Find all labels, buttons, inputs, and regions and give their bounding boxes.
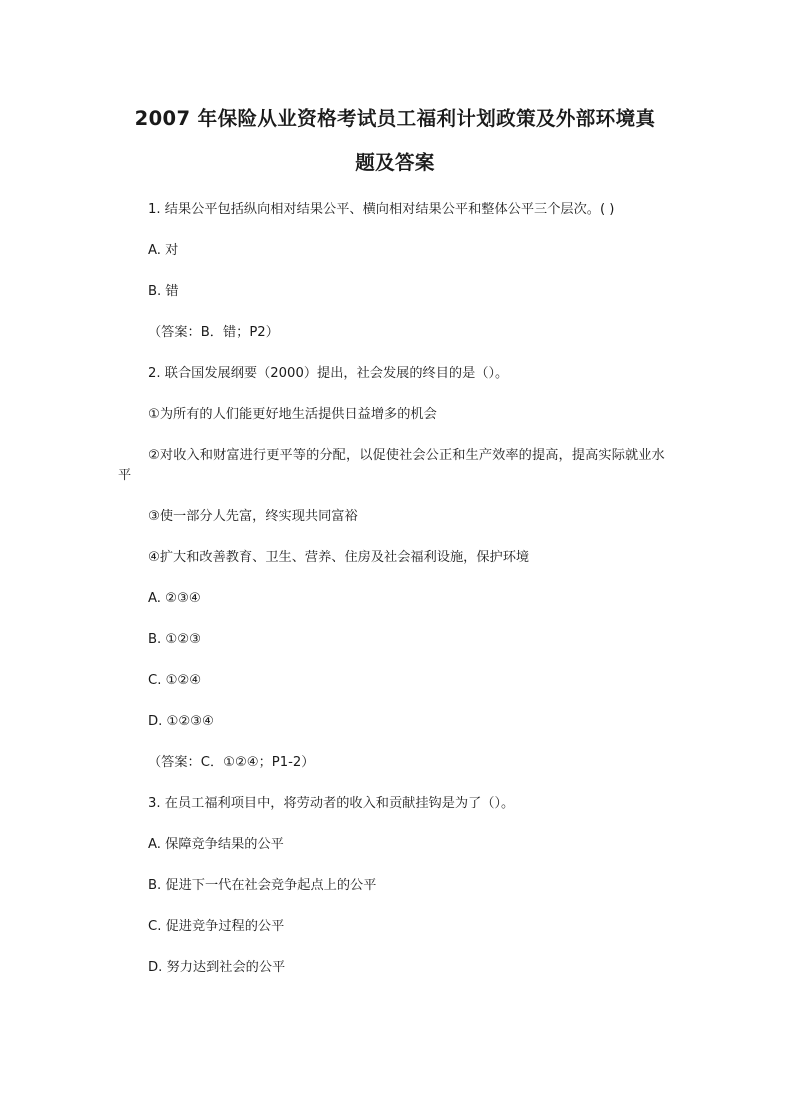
question-2-statement-3: ③使一部分人先富，终实现共同富裕 <box>148 509 358 524</box>
question-2-option-b: B. ①②③ <box>148 632 201 647</box>
question-2-statement-2: ②对收入和财富进行更平等的分配，以促使社会公正和生产效率的提高，提高实际就业水平 <box>118 448 665 483</box>
title-line-1: 2007 年保险从业资格考试员工福利计划政策及外部环境真 <box>134 107 656 130</box>
question-2-statement-4: ④扩大和改善教育、卫生、营养、住房及社会福利设施，保护环境 <box>148 550 530 565</box>
page-title <box>110 97 680 185</box>
question-2-option-c: C. ①②④ <box>148 673 202 688</box>
question-2-option-d: D. ①②③④ <box>148 714 214 729</box>
question-3-stem: 3. 在员工福利项目中，将劳动者的收入和贡献挂钩是为了（）。 <box>148 796 515 811</box>
question-1-stem: 1. 结果公平包括纵向相对结果公平、横向相对结果公平和整体公平三个层次。( ) <box>148 202 615 217</box>
question-2-stem: 2. 联合国发展纲要（2000）提出，社会发展的终目的是（）。 <box>148 366 509 381</box>
question-2-answer: （答案：C．①②④；P1-2） <box>148 755 315 770</box>
question-2-option-a: A. ②③④ <box>148 591 201 606</box>
question-3-option-c: C. 促进竞争过程的公平 <box>148 919 285 934</box>
question-1-option-b: B. 错 <box>148 284 179 299</box>
document-body <box>118 200 678 978</box>
question-2-statement-1: ①为所有的人们能更好地生活提供日益增多的机会 <box>148 407 437 422</box>
question-3-option-d: D. 努力达到社会的公平 <box>148 960 286 975</box>
question-3-option-a: A. 保障竞争结果的公平 <box>148 837 284 852</box>
title-line-2: 题及答案 <box>355 151 435 174</box>
question-1-option-a: A. 对 <box>148 243 179 258</box>
question-1-answer: （答案：B．错；P2） <box>148 325 279 340</box>
question-3-option-b: B. 促进下一代在社会竞争起点上的公平 <box>148 878 377 893</box>
